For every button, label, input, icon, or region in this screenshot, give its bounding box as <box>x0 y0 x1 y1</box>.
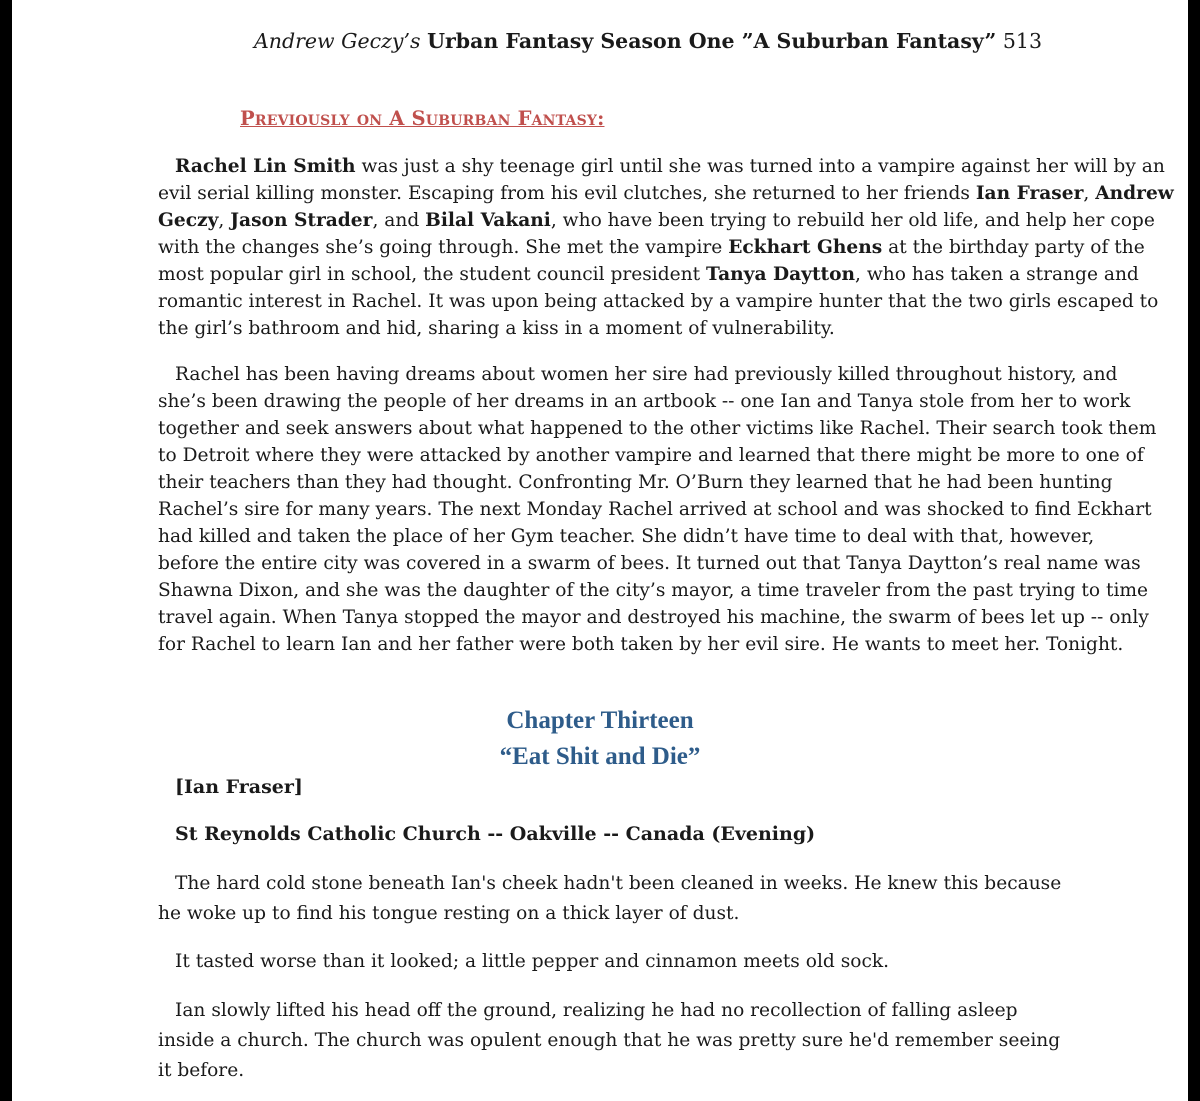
text-line <box>158 153 1165 180</box>
text-run: evil serial killing monster. Escaping from his evil clutches, she returned to her friends <box>158 183 976 204</box>
chapter-number: Chapter Thirteen <box>506 707 694 734</box>
text-run: The hard cold stone beneath Ian's cheek hadn't been cleaned in weeks. He knew this because <box>175 873 1062 894</box>
text-run: Rachel has been having dreams about women her sire had previously killed throughout history, and <box>175 364 1118 385</box>
text-run: before the entire city was covered in a swarm of bees. It turned out that Tanya Daytton’s real name was <box>158 553 1141 574</box>
text-run: to Detroit where they were attacked by another vampire and learned that there might be more to one of <box>158 445 1144 466</box>
bold-name: Andrew <box>1095 183 1174 204</box>
text-line <box>158 947 1058 977</box>
text-line <box>158 415 1157 442</box>
text-run: romantic interest in Rachel. It was upon being attacked by a vampire hunter that the two girls escaped to <box>158 291 1159 312</box>
text-line <box>158 288 1159 315</box>
text-run: Ian slowly lifted his head off the ground, realizing he had no recollection of falling asleep <box>175 1000 1018 1021</box>
page-number: 513 <box>1002 29 1042 53</box>
text-line <box>158 577 1149 604</box>
pov-label: [Ian Fraser] <box>175 776 303 798</box>
text-line <box>158 523 1095 550</box>
text-line <box>158 869 1062 899</box>
text-line <box>158 180 1174 207</box>
bold-name: Bilal Vakani <box>425 210 551 231</box>
document-page <box>12 0 1188 1101</box>
text-run: their teachers than they had thought. Confronting Mr. O’Burn they learned that he had been hunting <box>158 472 1113 493</box>
bold-name: Tanya Daytton <box>706 264 856 285</box>
text-run: most popular girl in school, the student council president <box>158 264 707 285</box>
bold-name: Jason Strader <box>230 210 373 231</box>
bold-name: Geczy <box>158 210 219 231</box>
location-label: St Reynolds Catholic Church -- Oakville -- Canada (Evening) <box>175 823 816 845</box>
text-line <box>158 469 1113 496</box>
text-line <box>158 1026 1061 1056</box>
recap-paragraph-2 <box>158 361 1157 658</box>
text-run: , who has taken a strange and <box>855 264 1139 285</box>
text-line <box>158 234 1145 261</box>
header-title: Urban Fantasy Season One ”A Suburban Fantasy” <box>427 29 997 53</box>
text-line <box>158 442 1144 469</box>
text-run: , who have been trying to rebuild her old life, and help her cope <box>550 210 1155 231</box>
text-run: he woke up to find his tongue resting on a thick layer of dust. <box>158 903 740 924</box>
text-run: , and <box>372 210 426 231</box>
text-run: together and seek answers about what happened to the other victims like Rachel. Their search took them <box>158 418 1157 439</box>
bold-name: Eckhart Ghens <box>728 237 883 258</box>
text-run: had killed and taken the place of her Gym teacher. She didn’t have time to deal with that, however, <box>158 526 1095 547</box>
text-run: she’s been drawing the people of her dreams in an artbook -- one Ian and Tanya stole from her to work <box>158 391 1131 412</box>
text-line <box>158 899 1058 929</box>
bold-name: Rachel Lin Smith <box>175 156 356 177</box>
running-header <box>12 29 1042 53</box>
text-line <box>158 1056 1058 1086</box>
text-run: , <box>218 210 231 231</box>
text-line <box>158 388 1131 415</box>
chapter-title: “Eat Shit and Die” <box>499 743 701 770</box>
previously-heading: Previously on A Suburban Fantasy: <box>240 107 605 130</box>
text-run: travel again. When Tanya stopped the mayor and destroyed his machine, the swarm of bees let up -- only <box>158 607 1149 628</box>
text-line <box>158 315 1058 342</box>
text-run: the girl’s bathroom and hid, sharing a kiss in a moment of vulnerability. <box>158 318 835 339</box>
text-run: , <box>1083 183 1096 204</box>
text-run: Shawna Dixon, and she was the daughter of the city’s mayor, a time traveler from the past trying to time <box>158 580 1149 601</box>
text-run: it before. <box>158 1060 245 1081</box>
recap-paragraph-1 <box>158 153 1174 342</box>
text-line <box>158 996 1058 1026</box>
text-line <box>158 361 1118 388</box>
text-run: at the birthday party of the <box>882 237 1145 258</box>
text-line <box>158 604 1149 631</box>
text-run: It tasted worse than it looked; a little pepper and cinnamon meets old sock. <box>175 951 890 972</box>
text-run: with the changes she’s going through. She met the vampire <box>158 237 729 258</box>
text-line <box>158 261 1139 288</box>
text-line <box>158 550 1141 577</box>
text-run: Rachel’s sire for many years. The next Monday Rachel arrived at school and was shocked to find Eckhart <box>158 499 1152 520</box>
text-line <box>158 207 1155 234</box>
text-line <box>158 631 1124 658</box>
story-paragraph-3 <box>158 996 1061 1086</box>
text-run: was just a shy teenage girl until she was turned into a vampire against her will by an <box>355 156 1165 177</box>
bold-name: Ian Fraser <box>975 183 1084 204</box>
text-run: for Rachel to learn Ian and her father were both taken by her evil sire. He wants to meet her. Tonight. <box>158 634 1124 655</box>
story-paragraph-2 <box>158 947 1058 977</box>
story-paragraph-1 <box>158 869 1062 929</box>
header-author: Andrew Geczy’s <box>254 29 421 53</box>
text-line <box>158 496 1152 523</box>
text-run: inside a church. The church was opulent enough that he was pretty sure he'd remember seeing <box>158 1030 1061 1051</box>
